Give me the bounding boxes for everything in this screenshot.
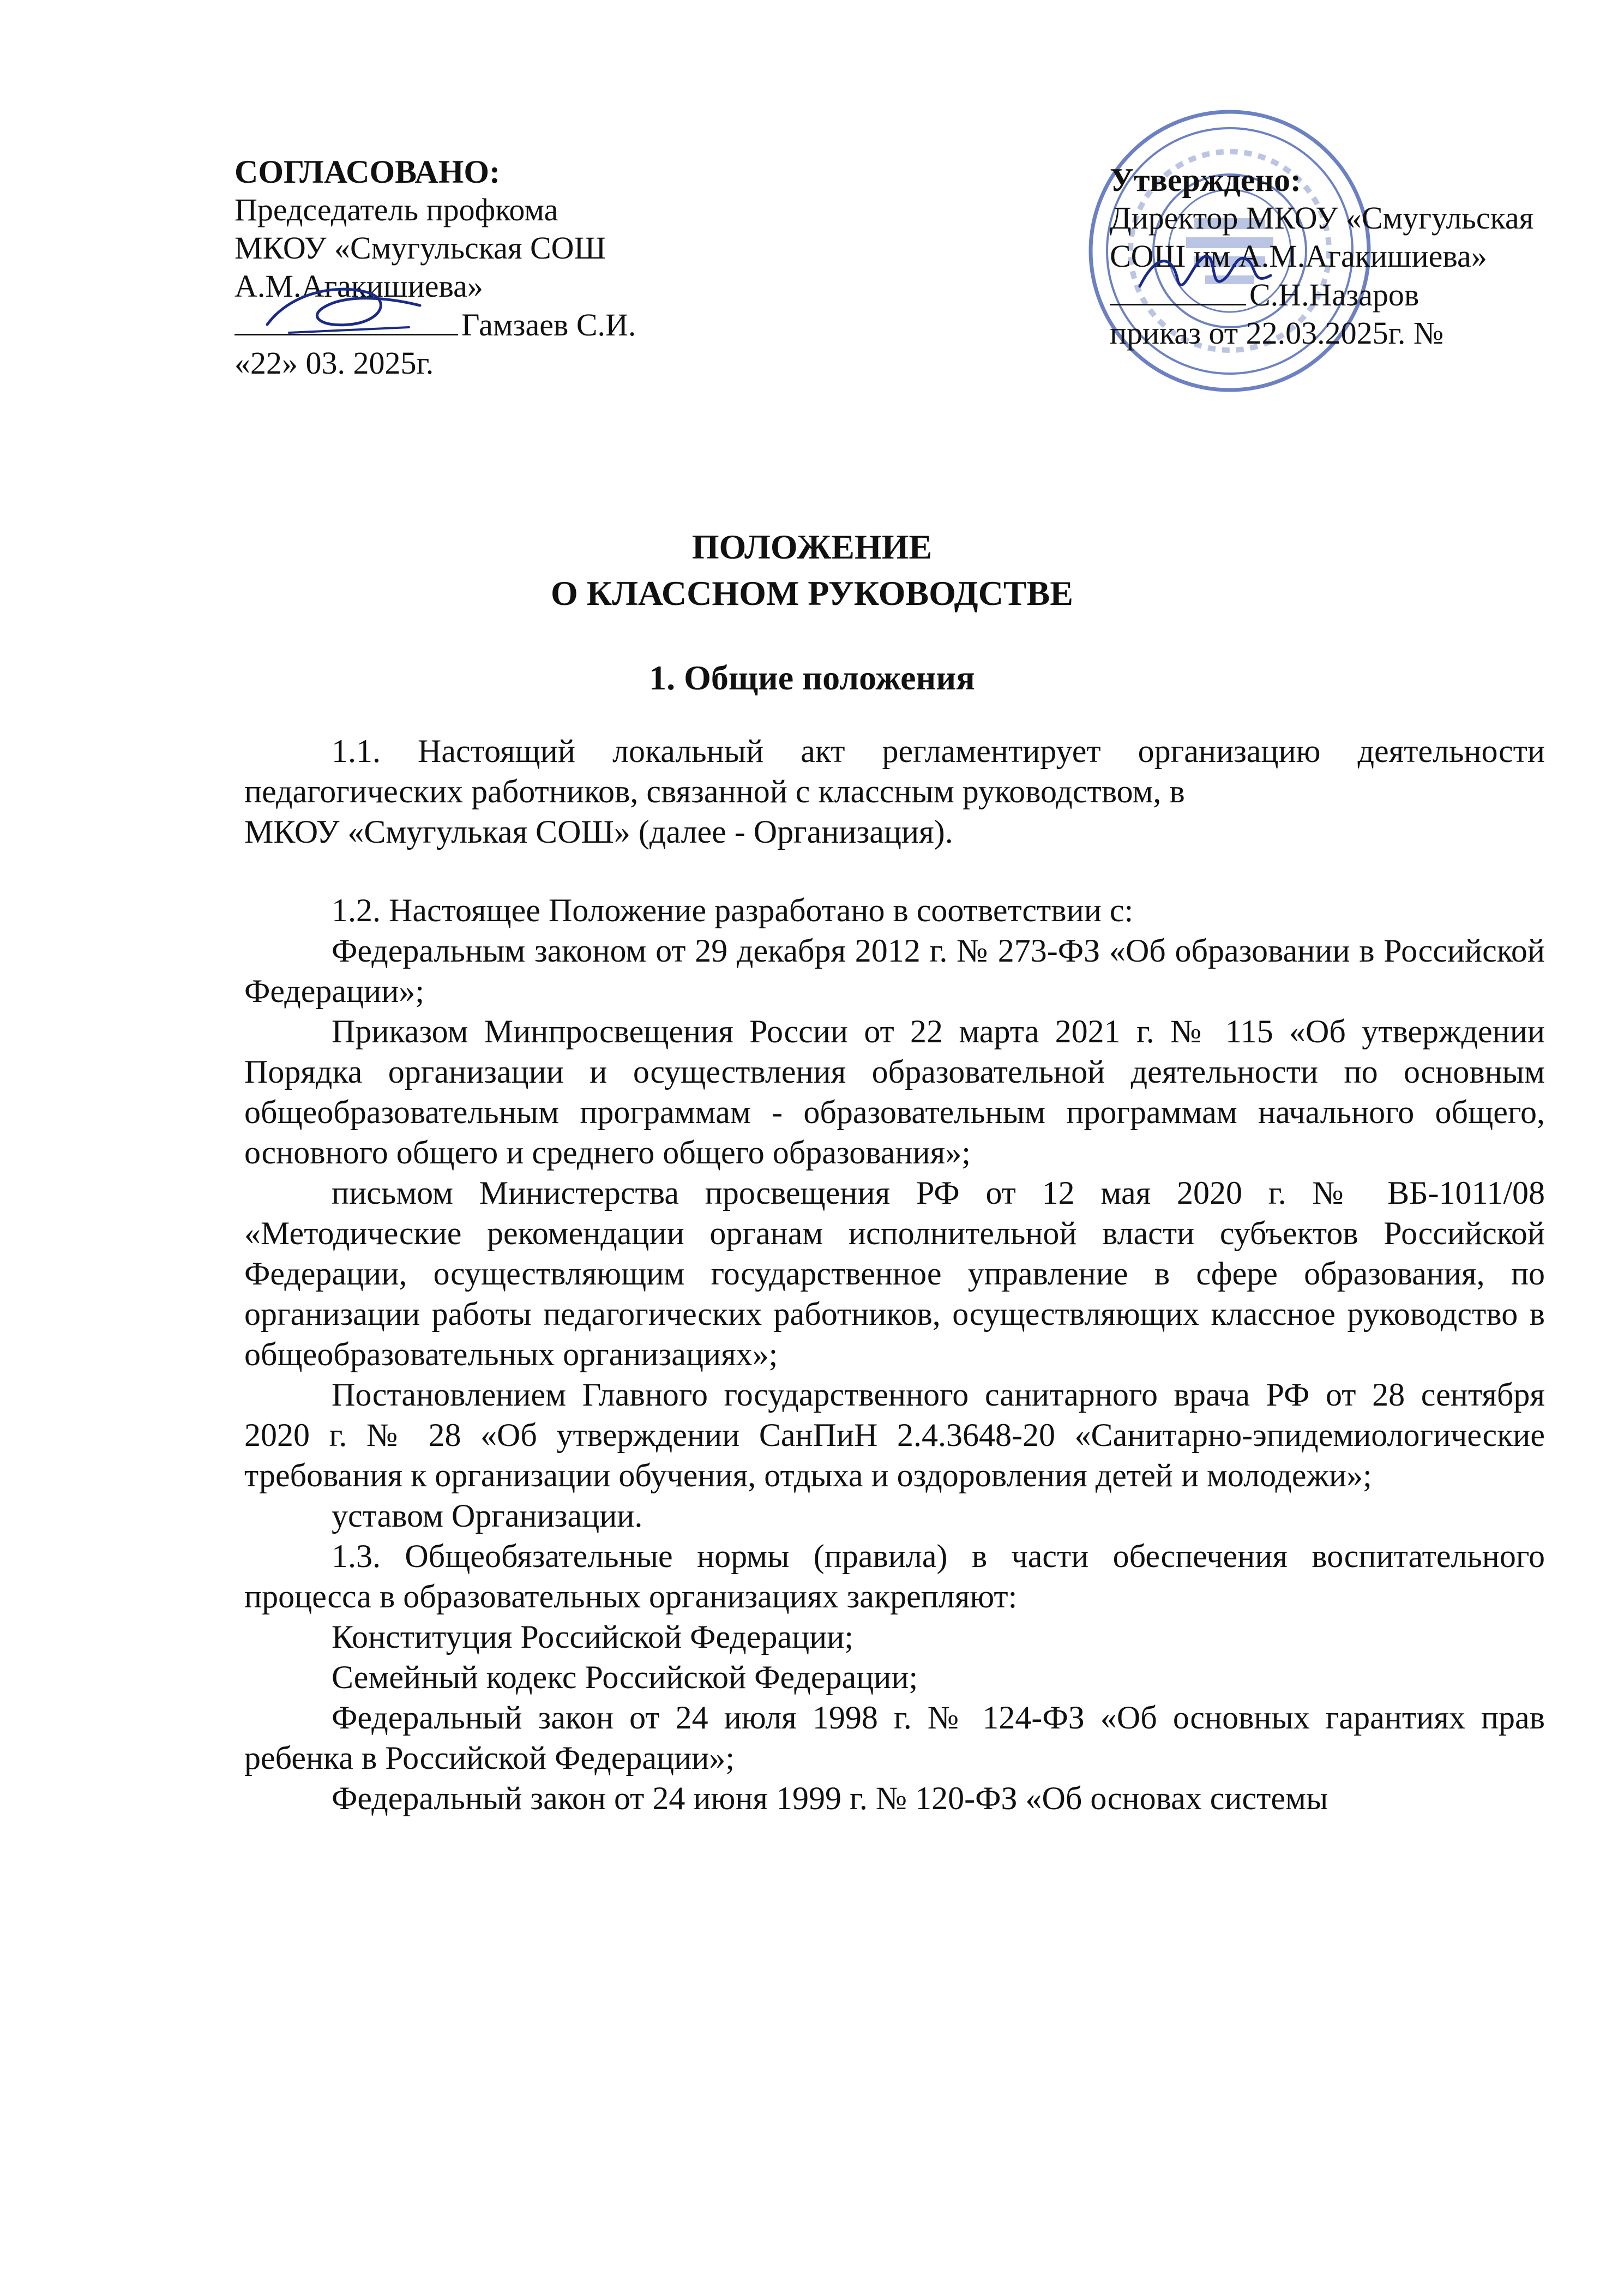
left-handwritten-signature — [256, 273, 436, 344]
paragraph-1-1-continued: МКОУ «Смугулькая СОШ» (далее - Организация). — [244, 814, 953, 850]
approval-right-order: приказ от 22.03.2025г. № — [1110, 315, 1444, 351]
approval-right-line1: Директор МКОУ «Смугульская — [1110, 200, 1534, 236]
approval-left-signer: Гамзаев С.И. — [461, 307, 636, 343]
approval-left-date: «22» 03. 2025г. — [234, 345, 434, 381]
right-handwritten-signature — [1134, 243, 1276, 303]
approval-left-line3: А.М.Агакишиева» — [234, 268, 483, 304]
law-item: письмом Министерства просвещения РФ от 12 мая 2020 г. № ВБ-1011/08 «Методические рекомендации органам исполнительной власти субъектов Российской Федерации, осуществляющим государственное управление в сфере образования, по организации работы педагогических работников, осуществляющих классное руководство в общеобразовательных организациях»; — [244, 1175, 1545, 1372]
document-body — [244, 731, 1545, 1818]
norm-item: Семейный кодекс Российской Федерации; — [332, 1659, 918, 1695]
norm-item: Федеральный закон от 24 июня 1999 г. № 120-ФЗ «Об основах системы — [332, 1780, 1328, 1816]
approval-left-heading: СОГЛАСОВАНО: — [234, 154, 501, 190]
approval-left-line1: Председатель профкома — [234, 192, 558, 227]
paragraph-1-1: 1.1. Настоящий локальный акт регламентирует организацию деятельности педагогических работников, связанной с классным руководством, в — [244, 733, 1545, 809]
section-heading: 1. Общие положения — [649, 658, 975, 697]
approval-right-heading: Утверждено: — [1110, 162, 1301, 198]
law-item: уставом Организации. — [332, 1498, 643, 1534]
approval-right-signer: С.Н.Назаров — [1249, 277, 1420, 313]
law-item: Постановлением Главного государственного санитарного врача РФ от 28 сентября 2020 г. № 28 «Об утверждении СанПиН 2.4.3648-20 «Санитарно-эпидемиологические требования к организации обучения, отдыха и оздоровления детей и молодежи»; — [244, 1377, 1545, 1493]
norm-item: Федеральный закон от 24 июля 1998 г. № 124-ФЗ «Об основных гарантиях прав ребенка в Российской Федерации»; — [244, 1700, 1545, 1776]
paragraph-1-2: 1.2. Настоящее Положение разработано в соответствии с: — [332, 892, 1134, 928]
document-title-line1: ПОЛОЖЕНИЕ — [691, 527, 933, 566]
document-title-line2: О КЛАССНОМ РУКОВОДСТВЕ — [551, 574, 1073, 613]
law-item: Федеральным законом от 29 декабря 2012 г. № 273-ФЗ «Об образовании в Российской Федерации»; — [244, 933, 1545, 1009]
approval-block-left — [234, 153, 769, 382]
paragraph-1-3: 1.3. Общеобязательные нормы (правила) в части обеспечения воспитательного процесса в образовательных организациях закрепляют: — [244, 1538, 1545, 1614]
approval-left-line2: МКОУ «Смугульская СОШ — [234, 230, 606, 266]
law-item: Приказом Минпросвещения России от 22 марта 2021 г. № 115 «Об утверждении Порядка организации и осуществления образовательной деятельности по основным общеобразовательным программам - образовательным программам начального общего, основного общего и среднего общего образования»; — [244, 1013, 1545, 1170]
norm-item: Конституция Российской Федерации; — [332, 1619, 854, 1655]
approval-right-line2: СОШ им.А.М.Агакишиева» — [1110, 238, 1487, 274]
